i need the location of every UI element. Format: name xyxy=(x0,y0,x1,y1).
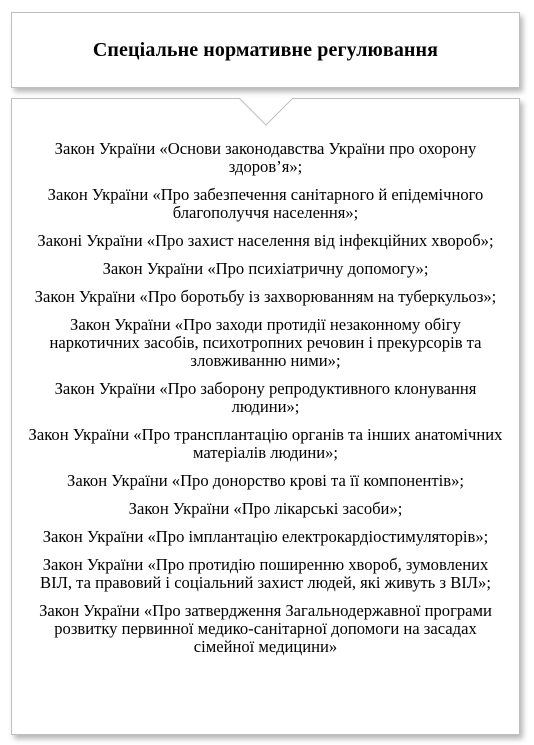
law-item: Закон України «Основи законодавства України про охорону здоров’я»; xyxy=(54,139,477,176)
law-item: Закон України «Про донорство крові та її компонентів»; xyxy=(67,471,464,490)
law-item: Закон України «Про заборону репродуктивного клонування людини»; xyxy=(54,379,477,416)
law-item: Закон України «Про боротьбу із захворюванням на туберкульоз»; xyxy=(34,287,497,306)
law-item: Закон України «Про трансплантацію органів та інших анатомічних матеріалів людини»; xyxy=(28,425,503,462)
law-item: Закон України «Про протидію поширенню хвороб, зумовлених ВІЛ, та правовий і соціальний захист людей, які живуть з ВІЛ»; xyxy=(40,555,491,592)
law-item: Законі України «Про захист населення від інфекційних хвороб»; xyxy=(37,231,494,250)
law-item: Закон України «Про психіатричну допомогу»; xyxy=(102,259,429,278)
arrow-fill xyxy=(239,98,293,125)
law-item: Закон України «Про імплантацію електрокардіостимуляторів»; xyxy=(42,527,489,546)
law-item: Закон України «Про забезпечення санітарного й епідемічного благополуччя населення»; xyxy=(47,185,484,222)
law-item: Закон України «Про затвердження Загальнодержавної програми розвитку первинної медико-санітарної допомоги на засадах сімейної медицини» xyxy=(39,601,492,656)
law-item: Закон України «Про лікарські засоби»; xyxy=(128,499,403,518)
law-item: Закон України «Про заходи протидії незаконному обігу наркотичних засобів, психотропних речовин і прекурсорів та зловживанню ними»; xyxy=(49,315,482,370)
header-title: Спеціальне нормативне регулювання xyxy=(92,38,439,61)
